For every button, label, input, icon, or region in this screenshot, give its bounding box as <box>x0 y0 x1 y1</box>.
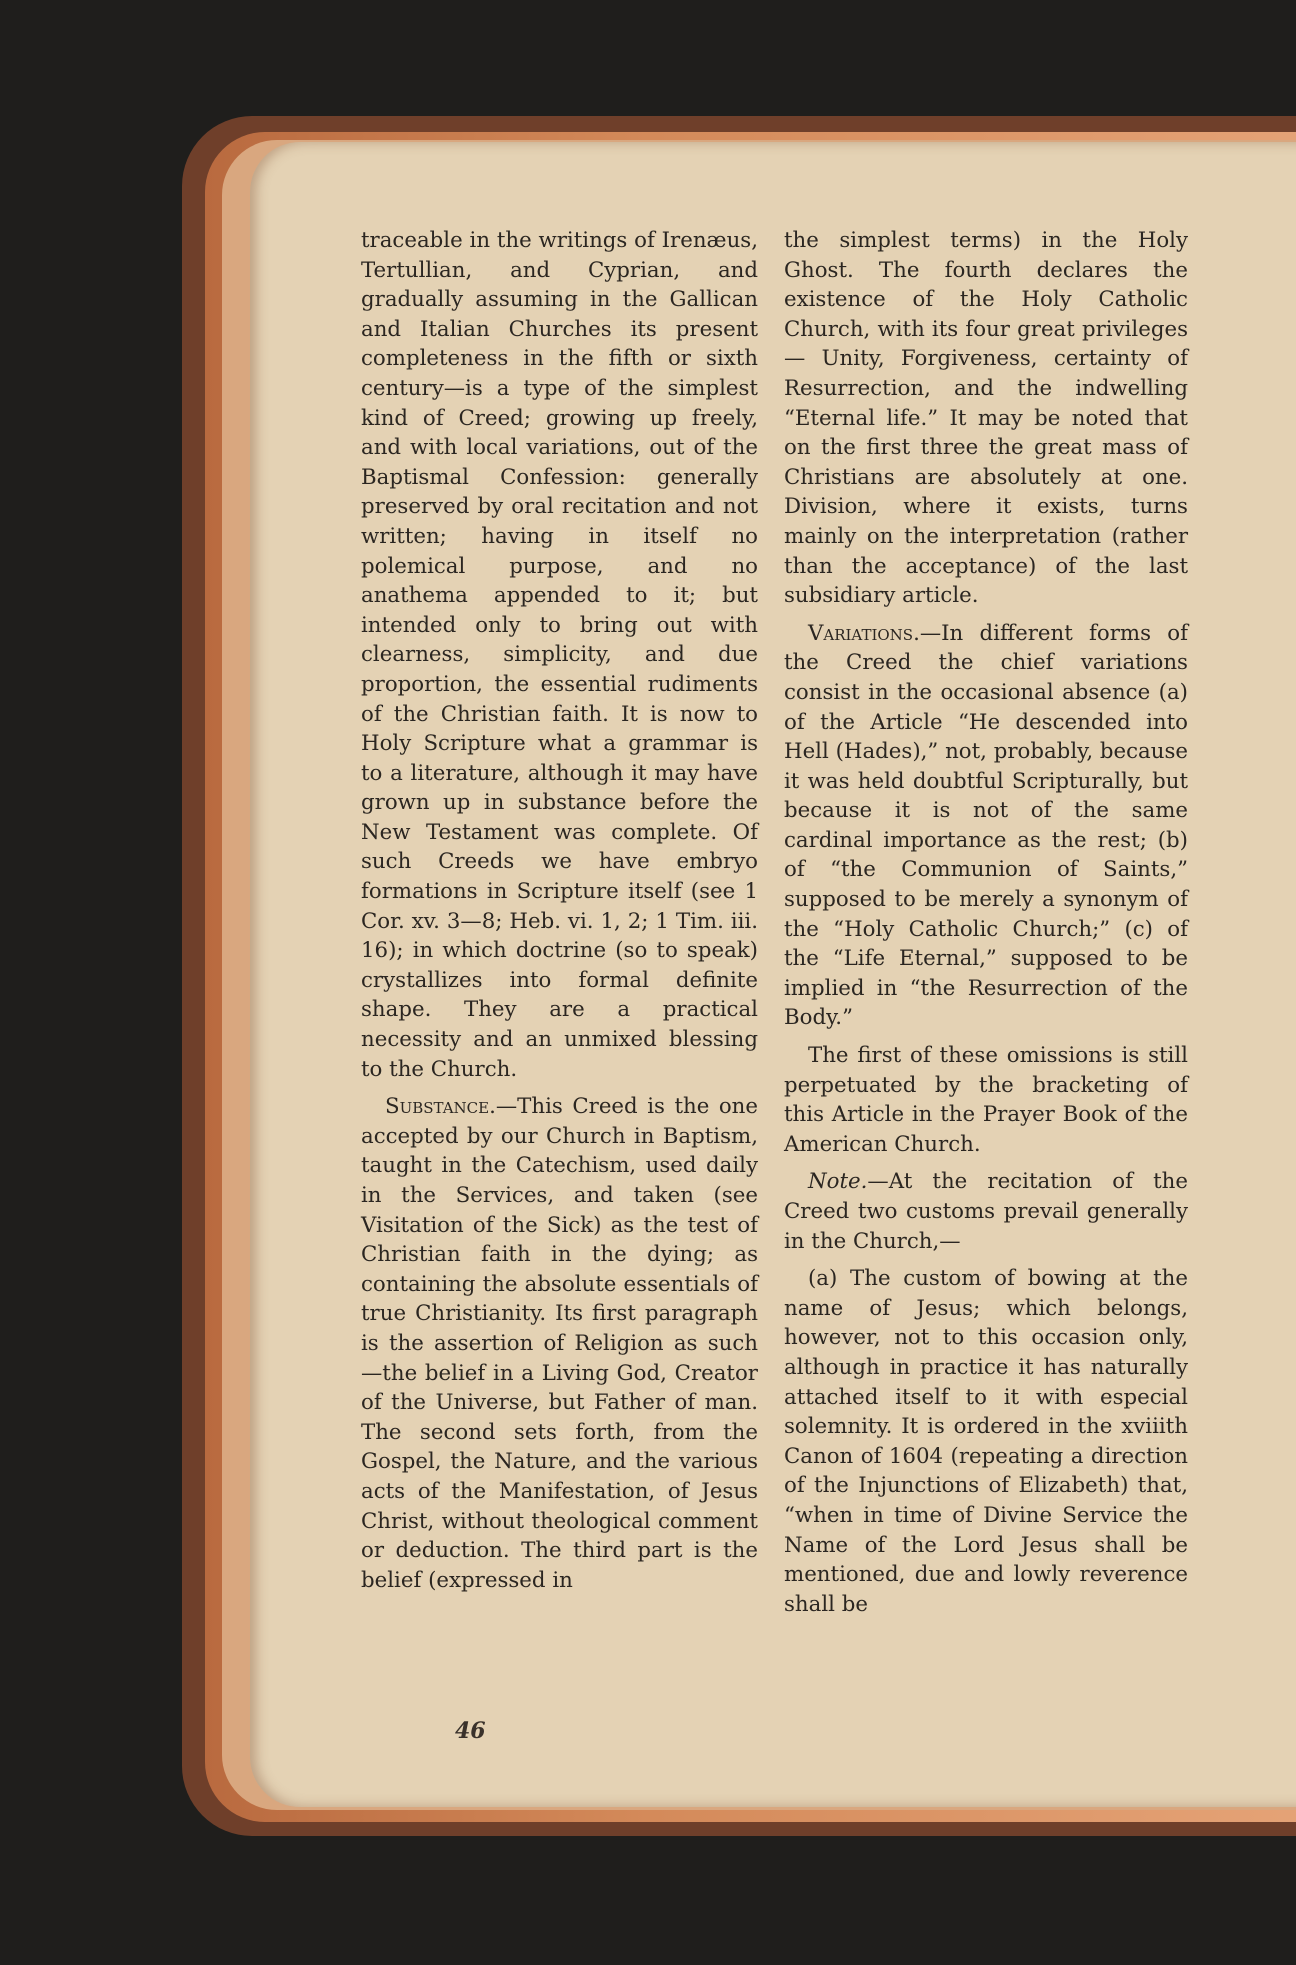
paragraph-text: —In different forms of the Creed the chief variations consist in the occasional absence (a) of the Article “He descended into Hell (Hades),” not, probably, because it was held doubtful Scripturally, but because it is not of the same cardinal importance as the rest; (b) of “the Communion of Saints,” supposed to be merely a synonym of the “Holy Catholic Church;” (c) of the “Life Eternal,” supposed to be implied in “the Resurrection of the Body.” <box>784 620 1188 1031</box>
note-heading: Note. <box>808 1169 868 1195</box>
paragraph: traceable in the writings of Irenæus, Tertullian, and Cyprian, and gradually assuming in the Gallican and Italian Churches its present completeness in the fifth or sixth century—is a type of the simplest kind of Creed; growing up freely, and with local variations, out of the Baptismal Confession: generally preserved by oral recitation and not written; having in itself no polemical purpose, and no anathema appended to it; but intended only to bring out with clearness, simplicity, and due proportion, the essential rudiments of the Christian faith. It is now to Holy Scripture what a grammar is to a literature, although it may have grown up in substance before the New Testament was complete. Of such Creeds we have embryo formations in Scripture itself (see 1 Cor. xv. 3—8; Heb. vi. 1, 2; 1 Tim. iii. 16); in which doctrine (so to speak) crystallizes into formal definite shape. They are a practical necessity and an unmixed blessing to the Church. <box>361 228 758 1082</box>
paragraph: the simplest terms) in the Holy Ghost. The fourth declares the existence of the Holy Catholic Church, with its four great privileges — Unity, Forgiveness, certainty of Resurrection, and the indwelling “Eternal life.” It may be noted that on the first three the great mass of Christians are absolutely at one. Division, where it exists, turns mainly on the interpretation (rather than the acceptance) of the last subsidiary article. <box>784 228 1188 609</box>
paragraph: (a) The custom of bowing at the name of Jesus; which belongs, however, not to this occasion only, although in practice it has naturally attached itself to it with especial solemnity. It is ordered in the xviiith Canon of 1604 (repeating a direction of the Injunctions of Elizabeth) that, “when in time of Divine Service the Name of the Lord Jesus shall be mentioned, due and lowly reverence shall be <box>784 1266 1188 1617</box>
paragraph-text: —This Creed is the one accepted by our Church in Baptism, taught in the Catechism, used daily in the Services, and taken (see Visitation of the Sick) as the test of Christian faith in the dying; as containing the absolute essentials of true Christianity. Its first paragraph is the assertion of Religion as such—the belief in a Living God, Creator of the Universe, but Father of man. The second sets forth, from the Gospel, the Nature, and the various acts of the Manifestation, of Jesus Christ, without theological comment or deduction. The third part is the belief (expressed in <box>361 1094 758 1593</box>
paragraph-variations <box>784 619 1188 1033</box>
left-column <box>361 226 758 1595</box>
section-heading: Variations. <box>808 620 920 646</box>
paragraph-substance <box>361 1092 758 1595</box>
paragraph: The first of these omissions is still perpetuated by the bracketing of this Article in the Prayer Book of the American Church. <box>784 1043 1188 1157</box>
paragraph-note <box>784 1167 1188 1256</box>
right-column <box>784 226 1188 1619</box>
paragraph-text: —At the recitation of the Creed two customs prevail generally in the Church,— <box>784 1169 1188 1254</box>
page-number: 46 <box>455 1718 486 1744</box>
section-heading: Substance. <box>385 1094 496 1120</box>
